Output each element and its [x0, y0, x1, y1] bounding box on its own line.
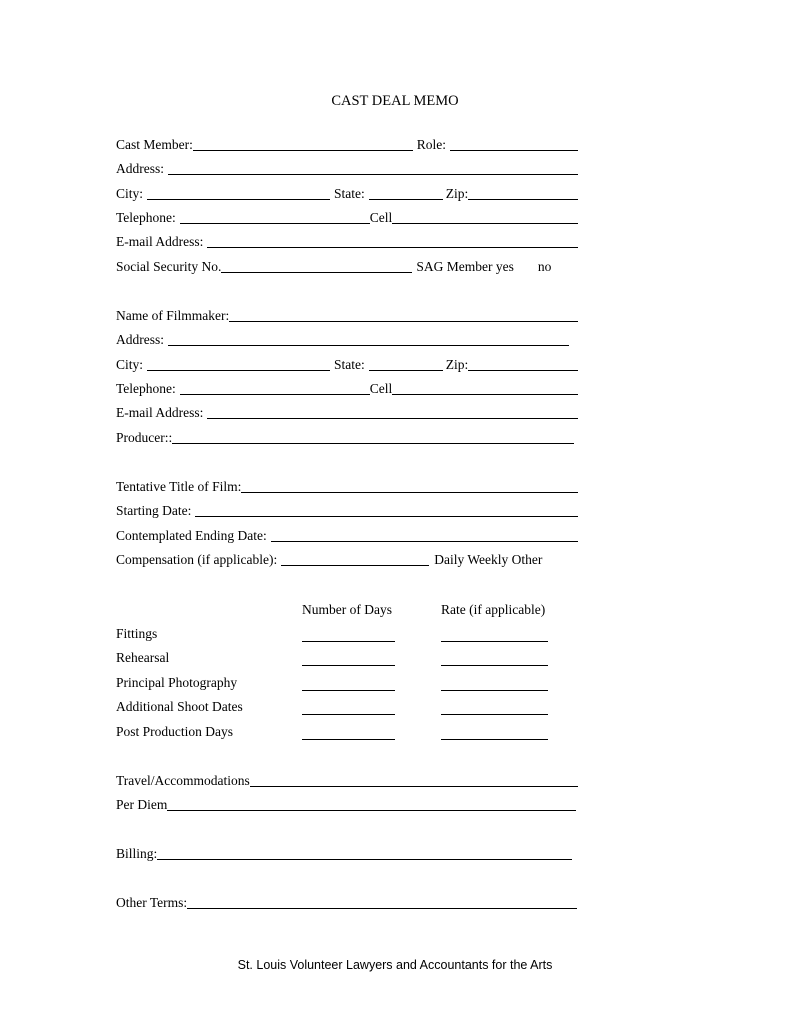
principal-photography-rate-field[interactable] — [441, 690, 548, 691]
other-terms-row — [116, 893, 577, 911]
per-diem-label: Per Diem — [116, 797, 168, 812]
ssn-label: Social Security No. — [116, 259, 222, 274]
per-diem-row — [116, 795, 576, 813]
compensation-row — [116, 550, 578, 568]
cast-address-field[interactable] — [168, 161, 578, 175]
cast-telephone-label: Telephone: — [116, 210, 176, 225]
rate-header: Rate (if applicable) — [441, 602, 546, 617]
compensation-label: Compensation (if applicable): — [116, 552, 278, 567]
filmmaker-name-label: Name of Filmmaker: — [116, 308, 230, 323]
cast-telephone-row — [116, 208, 578, 226]
film-title-row — [116, 477, 578, 495]
filmmaker-address-row — [116, 330, 569, 348]
other-terms-label: Other Terms: — [116, 895, 188, 910]
cast-ssn-row — [116, 257, 578, 275]
filmmaker-email-label: E-mail Address: — [116, 405, 204, 420]
role-label: Role: — [416, 137, 446, 152]
cast-member-field[interactable] — [193, 137, 413, 151]
cast-zip-label: Zip: — [445, 186, 469, 201]
cast-address-row — [116, 159, 578, 177]
cast-zip-field[interactable] — [468, 186, 578, 200]
cast-email-row — [116, 232, 578, 250]
sag-member-no-label[interactable]: no — [537, 259, 552, 274]
number-of-days-header: Number of Days — [302, 602, 392, 617]
rehearsal-label: Rehearsal — [116, 650, 170, 665]
filmmaker-cell-label: Cell — [369, 381, 393, 396]
billing-label: Billing: — [116, 846, 158, 861]
film-title-field[interactable] — [241, 479, 578, 493]
filmmaker-state-field[interactable] — [369, 357, 443, 371]
travel-label: Travel/Accommodations — [116, 773, 250, 788]
ending-date-field[interactable] — [271, 528, 578, 542]
post-production-days-label: Post Production Days — [116, 724, 234, 739]
starting-date-field[interactable] — [195, 503, 578, 517]
sag-member-yes-label[interactable]: SAG Member yes — [416, 259, 514, 274]
filmmaker-state-label: State: — [334, 357, 365, 372]
filmmaker-telephone-field[interactable] — [180, 381, 370, 395]
principal-photography-days-field[interactable] — [302, 690, 395, 691]
filmmaker-email-row — [116, 403, 578, 421]
travel-row — [116, 771, 578, 789]
compensation-field[interactable] — [281, 552, 429, 566]
rehearsal-rate-field[interactable] — [441, 665, 548, 666]
ending-date-label: Contemplated Ending Date: — [116, 528, 267, 543]
travel-field[interactable] — [250, 773, 578, 787]
fittings-label: Fittings — [116, 626, 158, 641]
post-production-rate-field[interactable] — [441, 739, 548, 740]
billing-field[interactable] — [157, 846, 572, 860]
filmmaker-city-field[interactable] — [147, 357, 330, 371]
cast-city-field[interactable] — [147, 186, 330, 200]
additional-shoot-dates-rate-field[interactable] — [441, 714, 548, 715]
cast-email-field[interactable] — [207, 234, 578, 248]
cast-address-label: Address: — [116, 161, 164, 176]
footer-text: St. Louis Volunteer Lawyers and Accountants for the Arts — [237, 958, 553, 972]
cast-city-row — [116, 184, 578, 202]
cast-member-row — [116, 135, 578, 153]
per-diem-field[interactable] — [167, 797, 576, 811]
fittings-days-field[interactable] — [302, 641, 395, 642]
cast-state-label: State: — [334, 186, 365, 201]
filmmaker-telephone-row — [116, 379, 578, 397]
filmmaker-zip-label: Zip: — [445, 357, 469, 372]
producer-field[interactable] — [172, 430, 574, 444]
starting-date-row — [116, 501, 578, 519]
additional-shoot-dates-label: Additional Shoot Dates — [116, 699, 243, 714]
producer-label: Producer:: — [116, 430, 173, 445]
filmmaker-city-label: City: — [116, 357, 144, 372]
cast-cell-field[interactable] — [392, 210, 578, 224]
cast-state-field[interactable] — [369, 186, 443, 200]
ssn-field[interactable] — [221, 259, 412, 273]
cast-member-label: Cast Member: — [116, 137, 193, 152]
filmmaker-email-field[interactable] — [207, 405, 578, 419]
filmmaker-address-label: Address: — [116, 332, 164, 347]
filmmaker-address-field[interactable] — [168, 332, 569, 346]
post-production-days-field[interactable] — [302, 739, 395, 740]
filmmaker-city-row — [116, 355, 578, 373]
billing-row — [116, 844, 572, 862]
page-title: CAST DEAL MEMO — [331, 93, 459, 109]
filmmaker-name-field[interactable] — [229, 308, 578, 322]
cast-cell-label: Cell — [369, 210, 393, 225]
ending-date-row — [116, 526, 578, 544]
principal-photography-label: Principal Photography — [116, 675, 238, 690]
compensation-options[interactable]: Daily Weekly Other — [434, 552, 543, 567]
fittings-rate-field[interactable] — [441, 641, 548, 642]
filmmaker-telephone-label: Telephone: — [116, 381, 176, 396]
producer-row — [116, 428, 574, 446]
other-terms-field[interactable] — [187, 895, 577, 909]
cast-telephone-field[interactable] — [180, 210, 370, 224]
filmmaker-cell-field[interactable] — [392, 381, 578, 395]
rehearsal-days-field[interactable] — [302, 665, 395, 666]
role-field[interactable] — [450, 137, 578, 151]
starting-date-label: Starting Date: — [116, 503, 192, 518]
filmmaker-name-row — [116, 306, 578, 324]
additional-shoot-dates-days-field[interactable] — [302, 714, 395, 715]
cast-email-label: E-mail Address: — [116, 234, 204, 249]
film-title-label: Tentative Title of Film: — [116, 479, 242, 494]
filmmaker-zip-field[interactable] — [468, 357, 578, 371]
cast-city-label: City: — [116, 186, 144, 201]
